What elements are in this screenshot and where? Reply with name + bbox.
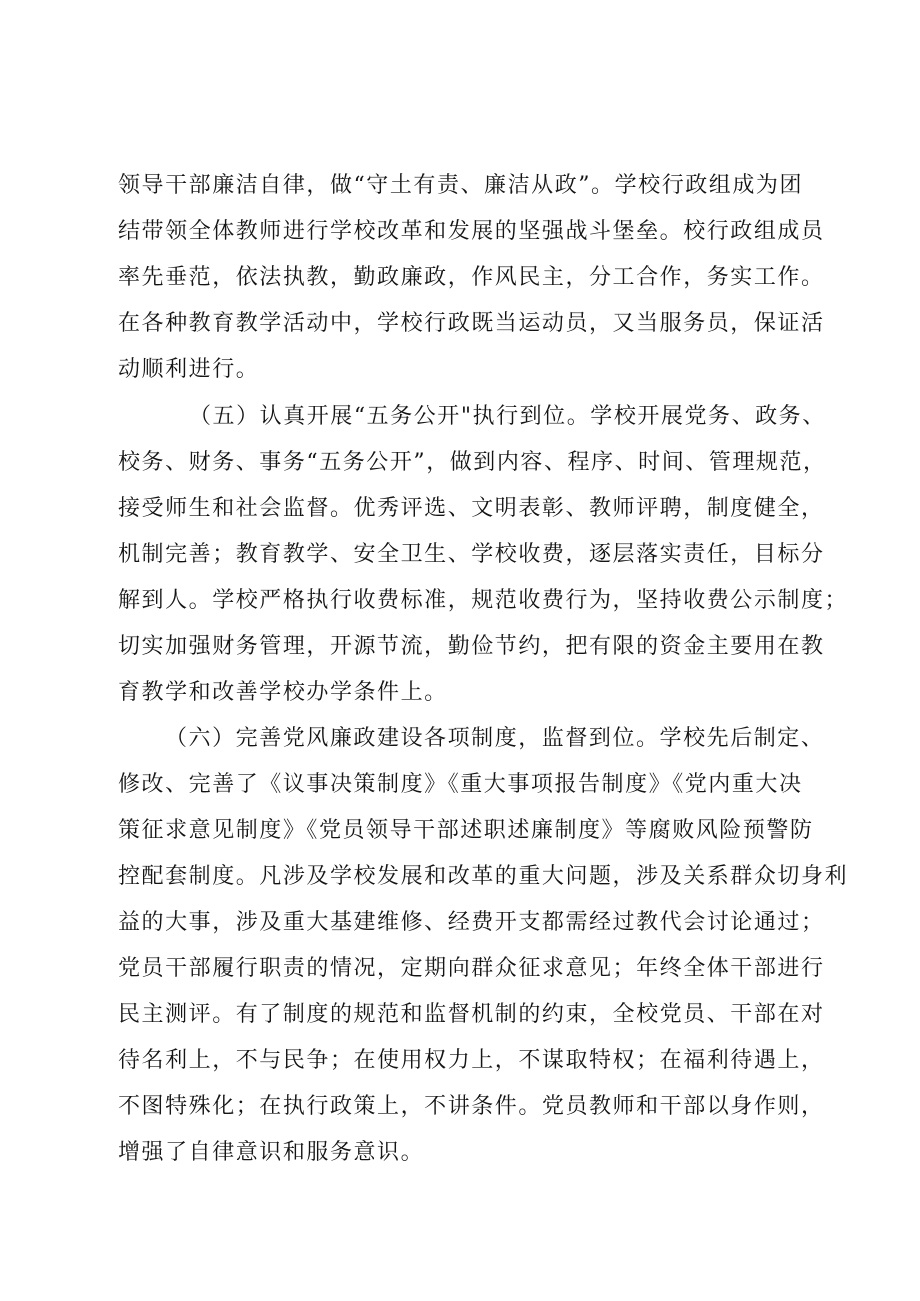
text-line: 修改、完善了《议事决策制度》《重大事项报告制度》《党内重大决 (118, 772, 803, 797)
text-line: 策征求意见制度》《党员领导干部述职述廉制度》等腐败风险预警防 (118, 818, 814, 843)
text-line: 切实加强财务管理，开源节流，勤俭节约，把有限的资金主要用在教 (118, 634, 825, 659)
text-line: 在各种教育教学活动中，学校行政既当运动员，又当服务员，保证活 (118, 311, 825, 336)
section-heading-line: （五）认真开展“五务公开"执行到位。学校开展党务、政务、 (189, 404, 826, 429)
text-line: 益的大事，涉及重大基建维修、经费开支都需经过教代会讨论通过； (118, 910, 825, 935)
text-line: 动顺利进行。 (118, 357, 260, 382)
text-line: 待名利上，不与民争；在使用权力上，不谋取特权；在福利待遇上， (118, 1048, 825, 1073)
text-line: 结带领全体教师进行学校改革和发展的坚强战斗堡垒。校行政组成员 (118, 219, 825, 244)
text-line: 不图特殊化；在执行政策上，不讲条件。党员教师和干部以身作则， (118, 1094, 825, 1119)
text-line: 育教学和改善学校办学条件上。 (118, 680, 448, 705)
text-line: 解到人。学校严格执行收费标准，规范收费行为，坚持收费公示制度； (118, 588, 849, 613)
text-line: 校务、财务、事务“五务公开”，做到内容、程序、时间、管理规范， (118, 450, 827, 475)
text-line: 机制完善；教育教学、安全卫生、学校收费，逐层落实责任，目标分 (118, 542, 825, 567)
text-line: 接受师生和社会监督。优秀评选、文明表彰、教师评聘，制度健全， (118, 496, 825, 521)
text-line: 党员干部履行职责的情况，定期向群众征求意见；年终全体干部进行 (118, 956, 825, 981)
text-line: 控配套制度。凡涉及学校发展和改革的重大问题，涉及关系群众切身利 (118, 864, 849, 889)
text-line: 增强了自律意识和服务意识。 (118, 1140, 425, 1165)
text-line: 率先垂范，依法执教，勤政廉政，作风民主，分工合作，务实工作。 (118, 265, 825, 290)
text-line: 领导干部廉洁自律，做“守土有责、廉洁从政”。学校行政组成为团 (118, 173, 803, 198)
text-line: 民主测评。有了制度的规范和监督机制的约束，全校党员、干部在对 (118, 1002, 825, 1027)
section-heading-line: （六）完善党风廉政建设各项制度，监督到位。学校先后制定、 (165, 726, 825, 751)
